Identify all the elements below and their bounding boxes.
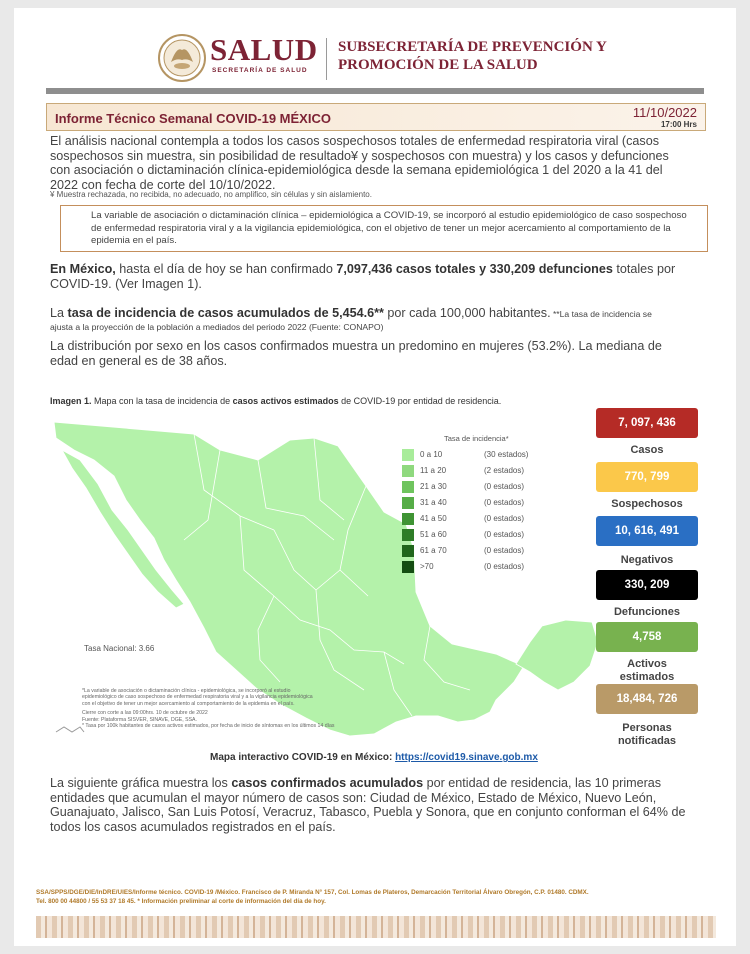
- report-page: [14, 8, 736, 946]
- incidence-note-a: **La tasa de incidencia se: [550, 309, 652, 319]
- bottom-line: Guanajuato, Jalisco, San Luis Potosí, Veracruz, Tabasco, Puebla y Sonora, que en conjunto conforman el 64% de: [50, 805, 686, 819]
- map-note: Cierre con corte a las 09:00hrs. 10 de octubre de 2022: [82, 710, 208, 717]
- legend-count: (2 estados): [484, 466, 525, 475]
- map-note: epidemiológico de caso sospechoso de enfermedad respiratoria viral y a la vigilancia epidemiológica: [82, 694, 313, 701]
- legend-row: [402, 544, 552, 558]
- legend-count: (0 estados): [484, 562, 525, 571]
- bottom-line1-a: La siguiente gráfica muestra los: [50, 776, 232, 790]
- map-note: * Tasa por 100k habitantes de casos activos estimados, por fecha de inicio de síntomas en los últimos 14 días: [82, 723, 335, 730]
- confirmed-middle: hasta el día de hoy se han confirmado: [115, 262, 337, 276]
- intro-paragraph: [50, 134, 710, 192]
- stat-activos-value: 4,758: [596, 622, 698, 652]
- bottom-line1-bold: casos confirmados acumulados: [231, 776, 424, 790]
- bottom-paragraph: [50, 776, 722, 834]
- legend-row: [402, 448, 552, 462]
- methodology-note-box: La variable de asociación o dictaminación clínica – epidemiológica a COVID-19, se incorporó al estudio epidemiológico de caso sospechoso de enfermedad respiratoria viral y a la vigilancia epidemiológica, con el objetivo de tener un mejor acercamiento al comportamiento de la epidemia en el país.: [60, 205, 708, 252]
- salud-title: SALUD: [210, 32, 318, 67]
- legend-range: 61 a 70: [420, 546, 447, 555]
- bottom-line: entidades que acumulan el mayor número de casos son: Ciudad de México, Estado de México, Nuevo León,: [50, 790, 657, 805]
- legend-range: >70: [420, 562, 434, 571]
- legend-swatch: [402, 497, 414, 509]
- legend-count: (0 estados): [484, 498, 525, 507]
- image-caption-label: Imagen 1.: [50, 396, 92, 406]
- incidence-paragraph: [50, 306, 714, 333]
- stat-casos-value: 7, 097, 436: [596, 408, 698, 438]
- stat-personas-label: [584, 722, 710, 748]
- incidence-rate: tasa de incidencia de casos acumulados de 5,454.6**: [67, 306, 384, 320]
- confirmed-prefix: En México,: [50, 262, 116, 276]
- confirmed-suffix: totales por: [612, 262, 676, 276]
- legend-range: 41 a 50: [420, 514, 447, 523]
- stat-activos-label-line: Activos: [627, 658, 667, 670]
- sex-line1: La distribución por sexo en los casos confirmados muestra un predomino en mujeres (53.2%). La mediana de: [50, 339, 662, 353]
- report-time: 17:00 Hrs: [660, 120, 697, 129]
- legend-range: 51 a 60: [420, 530, 447, 539]
- footer-pattern: [36, 916, 716, 938]
- legend-row: [402, 480, 552, 494]
- report-title-band: [46, 103, 706, 131]
- legend-swatch: [402, 481, 414, 493]
- footer-line: Tel. 800 00 44800 / 55 53 37 18 45. * Información preliminar al corte de información del día de hoy.: [36, 898, 326, 905]
- bottom-line: todos los casos acumulados registrados en el país.: [50, 819, 336, 834]
- report-date: 11/10/2022: [632, 105, 697, 120]
- legend-row: [402, 464, 552, 478]
- image-caption-text-a: Mapa con la tasa de incidencia de: [91, 396, 233, 406]
- footer-line: SSA/SPPS/DGE/DIE/InDRE/UIES/Informe técnico. COVID-19 /México. Francisco de P. Miranda N° 157, Col. Lomas de Plateros, Demarcación Territorial Álvaro Obregón, C.P. 01480. CDMX.: [36, 889, 589, 896]
- legend-count: (30 estados): [484, 450, 529, 459]
- confirmed-paragraph: [50, 262, 714, 291]
- map-interactive-link[interactable]: https://covid19.sinave.gob.mx: [395, 752, 538, 763]
- eagle-seal-icon: [157, 32, 207, 84]
- legend-row: [402, 512, 552, 526]
- subsecretaria-title: [338, 38, 658, 74]
- confirmed-totals: 7,097,436 casos totales y 330,209 defunciones: [336, 262, 613, 276]
- intro-line: El análisis nacional contempla a todos los casos sospechosos totales de enfermedad respiratoria viral (casos: [50, 134, 660, 148]
- salud-subtitle: SECRETARÍA DE SALUD: [212, 67, 308, 74]
- stat-activos-label-line: estimados: [619, 671, 675, 683]
- report-title: Informe Técnico Semanal COVID-19 MÉXICO: [55, 111, 331, 126]
- stat-activos-label: [584, 658, 710, 684]
- intro-line: 2022 con fecha de corte del 10/10/2022.: [50, 177, 276, 192]
- stat-negativos-label: Negativos: [620, 554, 674, 566]
- image-caption-text-b: de COVID-19 por entidad de residencia.: [338, 396, 502, 406]
- confirmed-line2: COVID-19. (Ver Imagen 1).: [50, 276, 202, 291]
- stat-personas-value: 18,484, 726: [596, 684, 698, 714]
- sex-distribution-paragraph: [50, 339, 714, 368]
- legend-range: 11 a 20: [420, 466, 447, 475]
- intro-footnote: ¥ Muestra rechazada, no recibida, no adecuado, no amplifico, sin células y sin aislamiento.: [50, 190, 372, 199]
- legend-count: (0 estados): [484, 546, 525, 555]
- legend-swatch: [402, 465, 414, 477]
- legend-swatch: [402, 513, 414, 525]
- sex-line2: edad en general es de 38 años.: [50, 353, 228, 368]
- map-note: Fuente: Plataforma SISVER, SINAVE, DGE, SSA.: [82, 716, 197, 723]
- stat-personas-label-line: Personas: [622, 722, 672, 734]
- incidence-suffix: por cada 100,000 habitantes.: [383, 306, 551, 320]
- legend-range: 31 a 40: [420, 498, 447, 507]
- subsecretaria-line1: SUBSECRETARÍA DE PREVENCIÓN Y: [338, 39, 607, 55]
- stat-sospechosos-value: 770, 799: [596, 462, 698, 492]
- stat-defunciones-label: Defunciones: [613, 606, 680, 618]
- image-caption: [50, 396, 501, 406]
- legend-title: Tasa de incidencia*: [444, 434, 509, 443]
- stat-negativos-value: 10, 616, 491: [596, 516, 698, 546]
- tasa-nacional: Tasa Nacional: 3.66: [84, 644, 155, 653]
- legend-swatch: [402, 449, 414, 461]
- footer-text: [36, 888, 716, 906]
- stat-defunciones-value: 330, 209: [596, 570, 698, 600]
- map-link-label: Mapa interactivo COVID-19 en México:: [210, 752, 396, 763]
- legend-swatch: [402, 529, 414, 541]
- bottom-line1-b: por entidad de residencia, las 10 primeras: [423, 776, 662, 790]
- legend-count: (0 estados): [484, 482, 525, 491]
- intro-line: sospechosos sin muestra, sin posibilidad de resultado¥ y sospechosos con muestra) y los casos y defunciones: [50, 148, 669, 163]
- stat-personas-label-line: notificadas: [617, 735, 677, 747]
- image-caption-bold: casos activos estimados: [232, 396, 339, 406]
- header-rule: [46, 88, 704, 94]
- legend-row: [402, 560, 552, 574]
- stat-sospechosos-label: Sospechosos: [611, 498, 683, 510]
- legend-swatch: [402, 545, 414, 557]
- stat-casos-label: Casos: [630, 444, 664, 456]
- incidence-prefix: La: [50, 306, 68, 320]
- subsecretaria-line2: PROMOCIÓN DE LA SALUD: [338, 57, 538, 73]
- map-note: con el objetivo de tener un mejor acercamiento al comportamiento de la epidemia en el país.: [82, 700, 295, 707]
- legend-row: [402, 496, 552, 510]
- legend-count: (0 estados): [484, 530, 525, 539]
- legend-range: 0 a 10: [420, 450, 443, 459]
- legend-range: 21 a 30: [420, 482, 447, 491]
- legend-count: (0 estados): [484, 514, 525, 523]
- header-divider: [326, 38, 327, 80]
- map-notes: [82, 688, 402, 729]
- incidence-note-b: ajusta a la proyección de la población a mediados del periodo 2022 (Fuente: CONAPO): [50, 321, 384, 332]
- legend-swatch: [402, 561, 414, 573]
- intro-line: con asociación o dictaminación clínica-epidemiológica desde la semana epidemiológica 1 del 2020 a la 41 del: [50, 163, 663, 177]
- map-note: *La variable de asociación o dictaminación clínica - epidemiológica, se incorporó al estudio: [82, 688, 291, 694]
- legend-row: [402, 528, 552, 542]
- map-link-line: [210, 752, 538, 763]
